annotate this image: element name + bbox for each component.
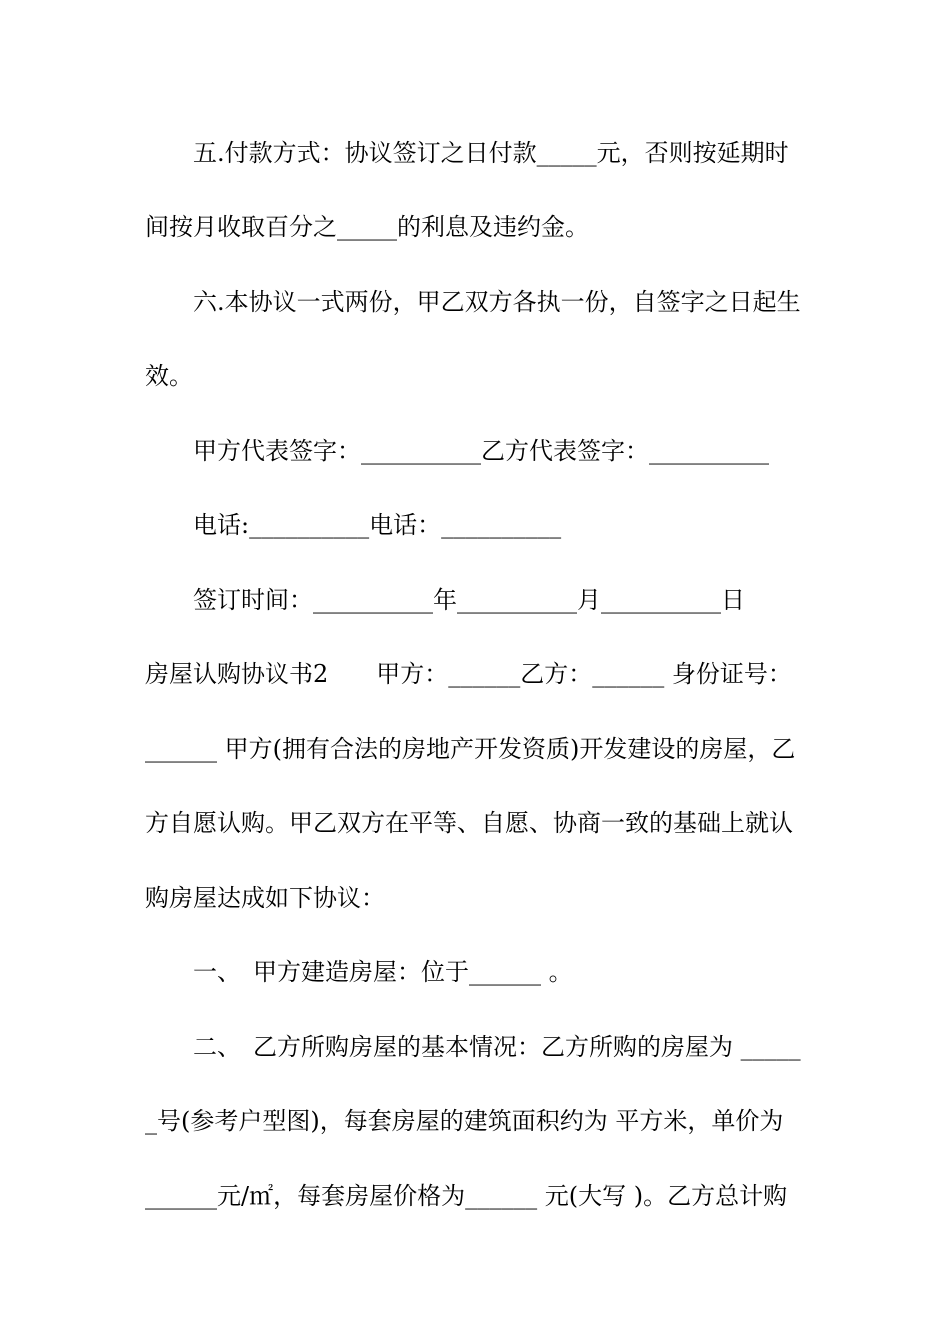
intro-line-1: ______ 甲方(拥有合法的房地产开发资质)开发建设的房屋，乙 bbox=[145, 735, 796, 763]
clause-2-basic-info-line-2: _号(参考户型图)，每套房屋的建筑面积约为 平方米，单价为 bbox=[145, 1107, 784, 1135]
intro-line-2: 方自愿认购。甲乙双方在平等、自愿、协商一致的基础上就认 bbox=[145, 809, 793, 837]
signing-date-line: 签订时间：__________年__________月__________日 bbox=[145, 586, 745, 614]
clause-2-basic-info-line-3: ______元/㎡，每套房屋价格为______ 元(大写 )。乙方总计购 bbox=[145, 1182, 788, 1210]
clause-1-location-line: 一、 甲方建造房屋：位于______ 。 bbox=[145, 958, 573, 986]
intro-line-3: 购房屋达成如下协议： bbox=[145, 884, 385, 912]
clause-2-basic-info-line-1: 二、 乙方所购房屋的基本情况：乙方所购的房屋为 _____ bbox=[145, 1033, 801, 1061]
clause-5-payment-line-1: 五.付款方式：协议签订之日付款_____元，否则按延期时 bbox=[145, 139, 789, 167]
clause-5-payment-line-2: 间按月收取百分之_____的利息及违约金。 bbox=[145, 213, 589, 241]
agreement-2-title-line: 房屋认购协议书2 甲方：______乙方：______ 身份证号： bbox=[145, 660, 792, 688]
clause-6-copies-line-1: 六.本协议一式两份，甲乙双方各执一份，自签字之日起生 bbox=[145, 288, 801, 316]
clause-6-copies-line-2: 效。 bbox=[145, 362, 193, 390]
phone-line: 电话:__________电话：__________ bbox=[145, 511, 562, 539]
signature-line: 甲方代表签字：__________乙方代表签字：__________ bbox=[145, 437, 769, 465]
